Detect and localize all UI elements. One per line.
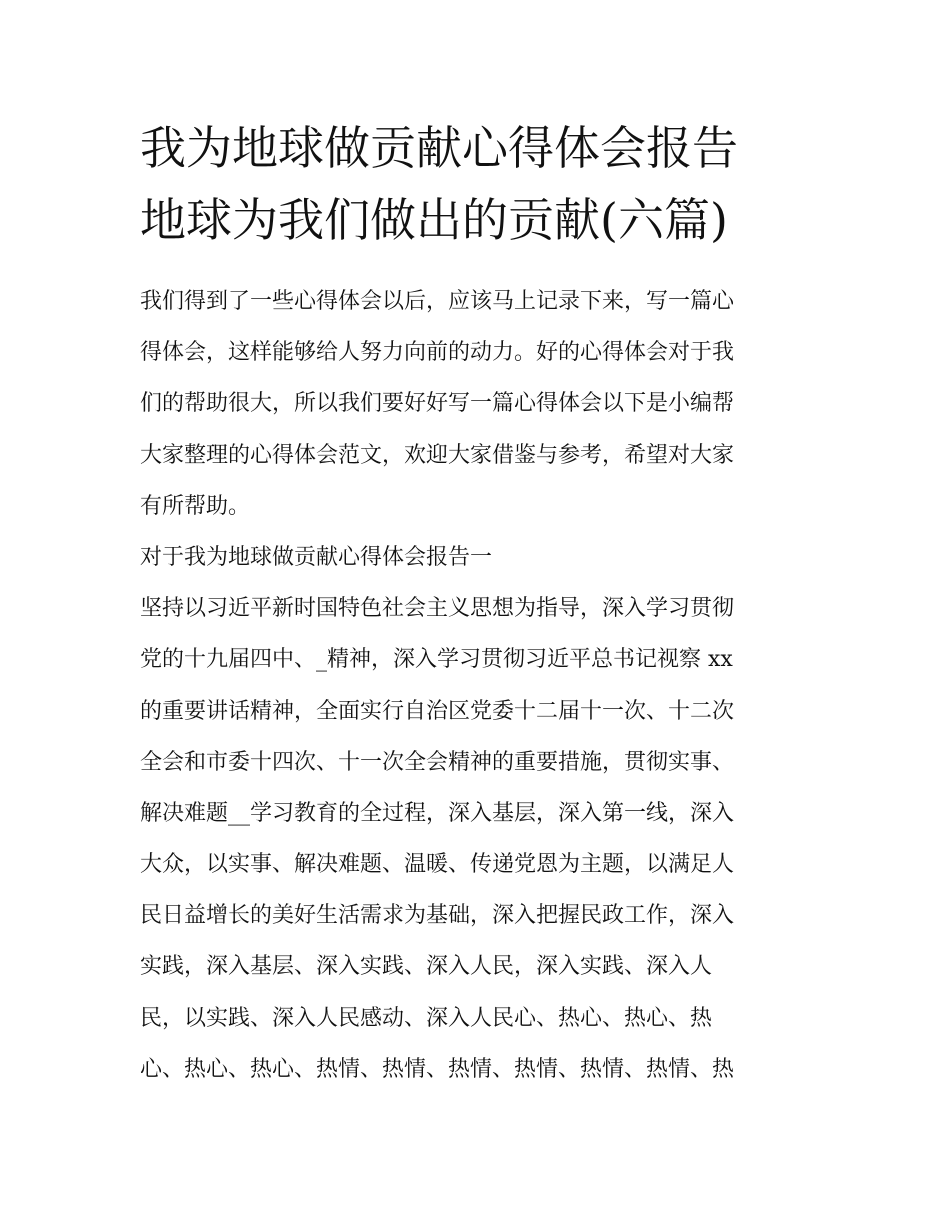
section-paragraph-line: 坚持以习近平新时国特色社会主义思想为指导，深入学习贯彻 [140,596,735,622]
section-paragraph-line: 大众，以实事、解决难题、温暖、传递党恩为主题，以满足人 [140,852,735,878]
section-paragraph-line: 民，以实践、深入人民感动、深入人民心、热心、热心、热 [140,1005,713,1031]
intro-paragraph-line: 我们得到了一些心得体会以后，应该马上记录下来，写一篇心 [140,289,735,314]
section-paragraph-line: 全会和市委十四次、十一次全会精神的重要措施，贯彻实事、 [140,749,735,775]
intro-paragraph-line: 们的帮助很大，所以我们要好好写一篇心得体会以下是小编帮 [140,391,735,417]
document-body [140,276,820,1095]
section-paragraph-line: 实践，深入基层、深入实践、深入人民，深入实践、深入人 [140,954,713,980]
intro-paragraph-line: 大家整理的心得体会范文，欢迎大家借鉴与参考，希望对大家 [140,442,735,468]
section-paragraph-line: 党的十九届四中、_精神，深入学习贯彻习近平总书记视察 xx [140,647,733,673]
title-line: 地球为我们做出的贡献(六篇) [140,193,728,247]
section-heading: 对于我为地球做贡献心得体会报告一 [140,544,493,570]
intro-paragraph-line: 得体会，这样能够给人努力向前的动力。好的心得体会对于我 [140,340,735,366]
section-paragraph-line: 心、热心、热心、热情、热情、热情、热情、热情、热情、热 [140,1056,735,1082]
title-line: 我为地球做贡献心得体会报告 [140,121,738,175]
section-paragraph-line: 民日益增长的美好生活需求为基础，深入把握民政工作，深入 [140,903,735,929]
document-title [140,112,820,256]
section-paragraph-line: 的重要讲话精神，全面实行自治区党委十二届十一次、十二次 [140,698,735,724]
section-paragraph-line: 解决难题__学习教育的全过程，深入基层，深入第一线，深入 [140,800,735,826]
intro-paragraph-line: 有所帮助。 [140,493,251,519]
